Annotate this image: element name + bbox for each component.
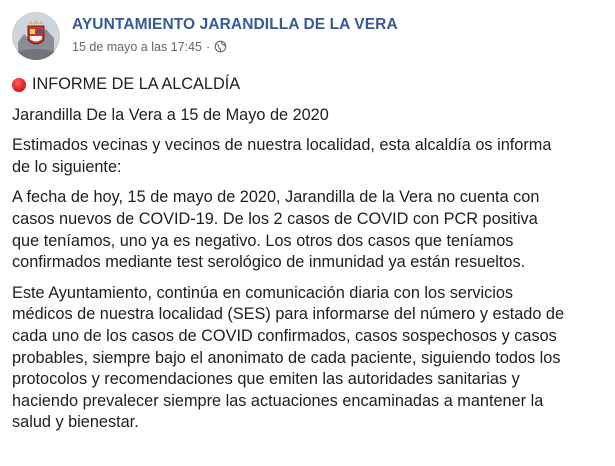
post-header — [12, 12, 603, 62]
post-meta — [72, 40, 227, 56]
page-name-link[interactable]: AYUNTAMIENTO JARANDILLA DE LA VERA — [72, 16, 398, 33]
page-avatar[interactable] — [12, 12, 60, 60]
post-date-line: Jarandilla De la Vera a 15 de Mayo de 2020 — [12, 105, 329, 124]
red-circle-icon — [12, 78, 26, 92]
post-paragraph-status: A fecha de hoy, 15 de mayo de 2020, Jarandilla de la Vera no cuenta con casos nuevos de COVID-19. De los 2 casos de COVID con PCR positiva que teníamos, uno ya es negativo. Los otros dos casos que teníamos confirmados mediante test serológico de inmunidad ya están resueltos. — [12, 188, 540, 272]
post-paragraph-communication: Este Ayuntamiento, continúa en comunicación diaria con los servicios médicos de nuestra localidad (SES) para informarse del número y estado de cada uno de los casos de COVID confirmados, casos sospechosos y casos probables, siempre bajo el anonimato de cada paciente, siguiendo todos los protocolos y recomendaciones que emiten las autoridades sanitarias y haciendo prevalecer siempre las actuaciones encaminadas a mantener la salud y bienestar. — [12, 283, 565, 432]
town-crest-icon — [12, 12, 60, 60]
post-body — [12, 74, 610, 443]
post-timestamp[interactable]: 15 de mayo a las 17:45 — [72, 40, 202, 54]
post-title: INFORME DE LA ALCALDÍA — [32, 75, 241, 93]
post-title-line — [12, 74, 610, 96]
globe-icon[interactable] — [214, 40, 227, 56]
meta-separator: · — [205, 40, 211, 54]
post-paragraph-greeting: Estimados vecinas y vecinos de nuestra localidad, esta alcaldía os informa de lo siguiente: — [12, 136, 552, 176]
